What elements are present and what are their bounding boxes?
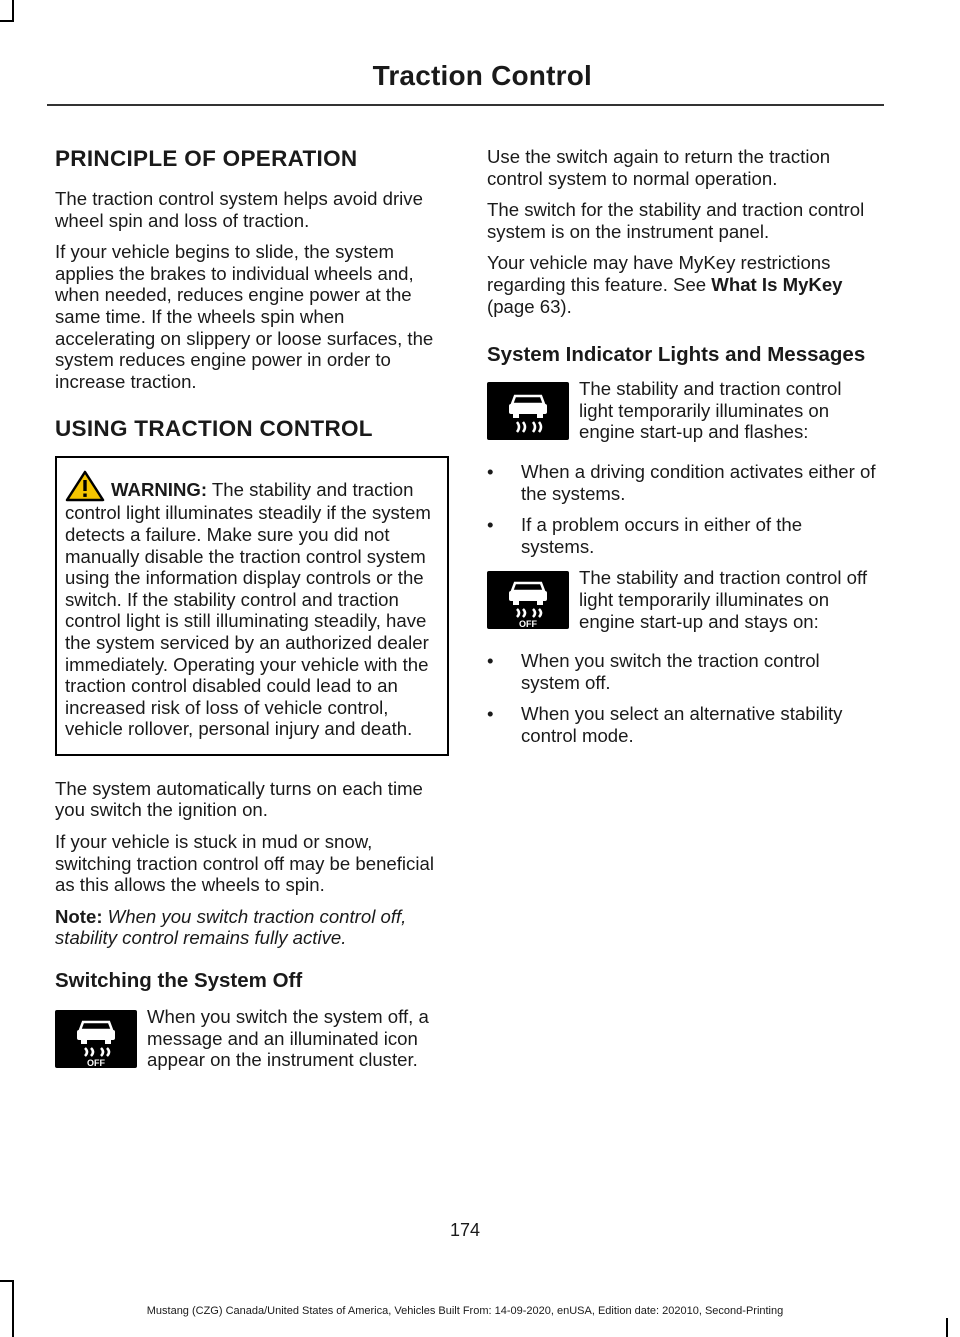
traction-control-off-icon (55, 1010, 137, 1068)
paragraph: The stability and traction control light temporarily illuminates on engine start-up and flashes: (579, 378, 842, 443)
crop-mark (0, 20, 14, 22)
list-item: • When a driving condition activates either of the systems. (487, 460, 876, 504)
mykey-link[interactable]: What Is MyKey (711, 273, 843, 295)
heading-switching: Switching the System Off (55, 969, 303, 993)
note (55, 906, 447, 949)
paragraph: The stability and traction control off light temporarily illuminates on engine start-up and stays on: (579, 567, 868, 632)
warning-box (55, 456, 449, 756)
note-label: Note: (55, 905, 103, 927)
traction-control-off-icon (487, 571, 569, 629)
warning-paragraph (65, 470, 439, 740)
heading-using: USING TRACTION CONTROL (55, 416, 373, 442)
header-divider (47, 104, 884, 106)
note-text: When you switch traction control off, stability control remains fully active. (55, 905, 407, 949)
page-title: Traction Control (372, 60, 592, 91)
warning-triangle-icon (65, 470, 105, 502)
paragraph: Your vehicle may have MyKey restrictions regarding this feature. See What Is MyKey (page 63). (487, 252, 843, 317)
footer-text: Mustang (CZG) Canada/United States of America, Vehicles Built From: 14-09-2020, enUSA, Edition date: 202010, Second-Printing (146, 1305, 784, 1317)
paragraph: When you switch the system off, a message and an illuminated icon appear on the instrument cluster. (147, 1006, 429, 1071)
traction-control-icon (487, 382, 569, 440)
paragraph: If your vehicle is stuck in mud or snow, switching traction control off may be beneficial as this allows the wheels to spin. (55, 831, 434, 896)
indicator-block-2 (487, 567, 879, 642)
heading-indicator: System Indicator Lights and Messages (487, 343, 866, 367)
crop-mark (946, 1318, 948, 1337)
list-item: • When you select an alternative stability control mode. (487, 703, 843, 746)
warning-text: The stability and traction control light illuminates steadily if the system detects a failure. Make sure you did not manually disable the traction control system using the information display controls or the switch. If the stability control and traction control light is still illuminating steadily, have the system serviced by an authorized dealer immediately. Operating your vehicle with the traction control disabled could lead to an increased risk of loss of vehicle control, vehicle rollover, personal injury and death. (65, 479, 431, 740)
left-column (55, 146, 447, 1085)
list-item: • If a problem occurs in either of the systems. (487, 514, 803, 557)
crop-mark (12, 0, 14, 20)
indicator-block-1 (487, 378, 879, 453)
right-column (487, 146, 879, 756)
switching-off-block (55, 1006, 447, 1081)
paragraph: If your vehicle begins to slide, the system applies the brakes to individual wheels and, when needed, reduces engine power at the same time. If the wheels spin when accelerating on slippery or loose surfaces, the system reduces engine power in order to increase traction. (55, 241, 434, 392)
heading-principle: PRINCIPLE OF OPERATION (55, 146, 358, 171)
paragraph: Use the switch again to return the traction control system to normal operation. (487, 146, 831, 189)
paragraph: The system automatically turns on each time you switch the ignition on. (55, 777, 423, 821)
icon-off-label: OFF (519, 619, 537, 630)
list-item: • When you switch the traction control system off. (487, 650, 820, 693)
icon-off-label: OFF (87, 1058, 105, 1069)
paragraph: The traction control system helps avoid drive wheel spin and loss of traction. (55, 188, 423, 231)
page-number: 174 (449, 1220, 481, 1240)
crop-mark (0, 1280, 14, 1282)
warning-label: WARNING: (111, 479, 208, 501)
bullet-list-1 (487, 461, 879, 557)
paragraph: The switch for the stability and traction control system is on the instrument panel. (487, 199, 865, 242)
bullet-list-2 (487, 650, 879, 746)
